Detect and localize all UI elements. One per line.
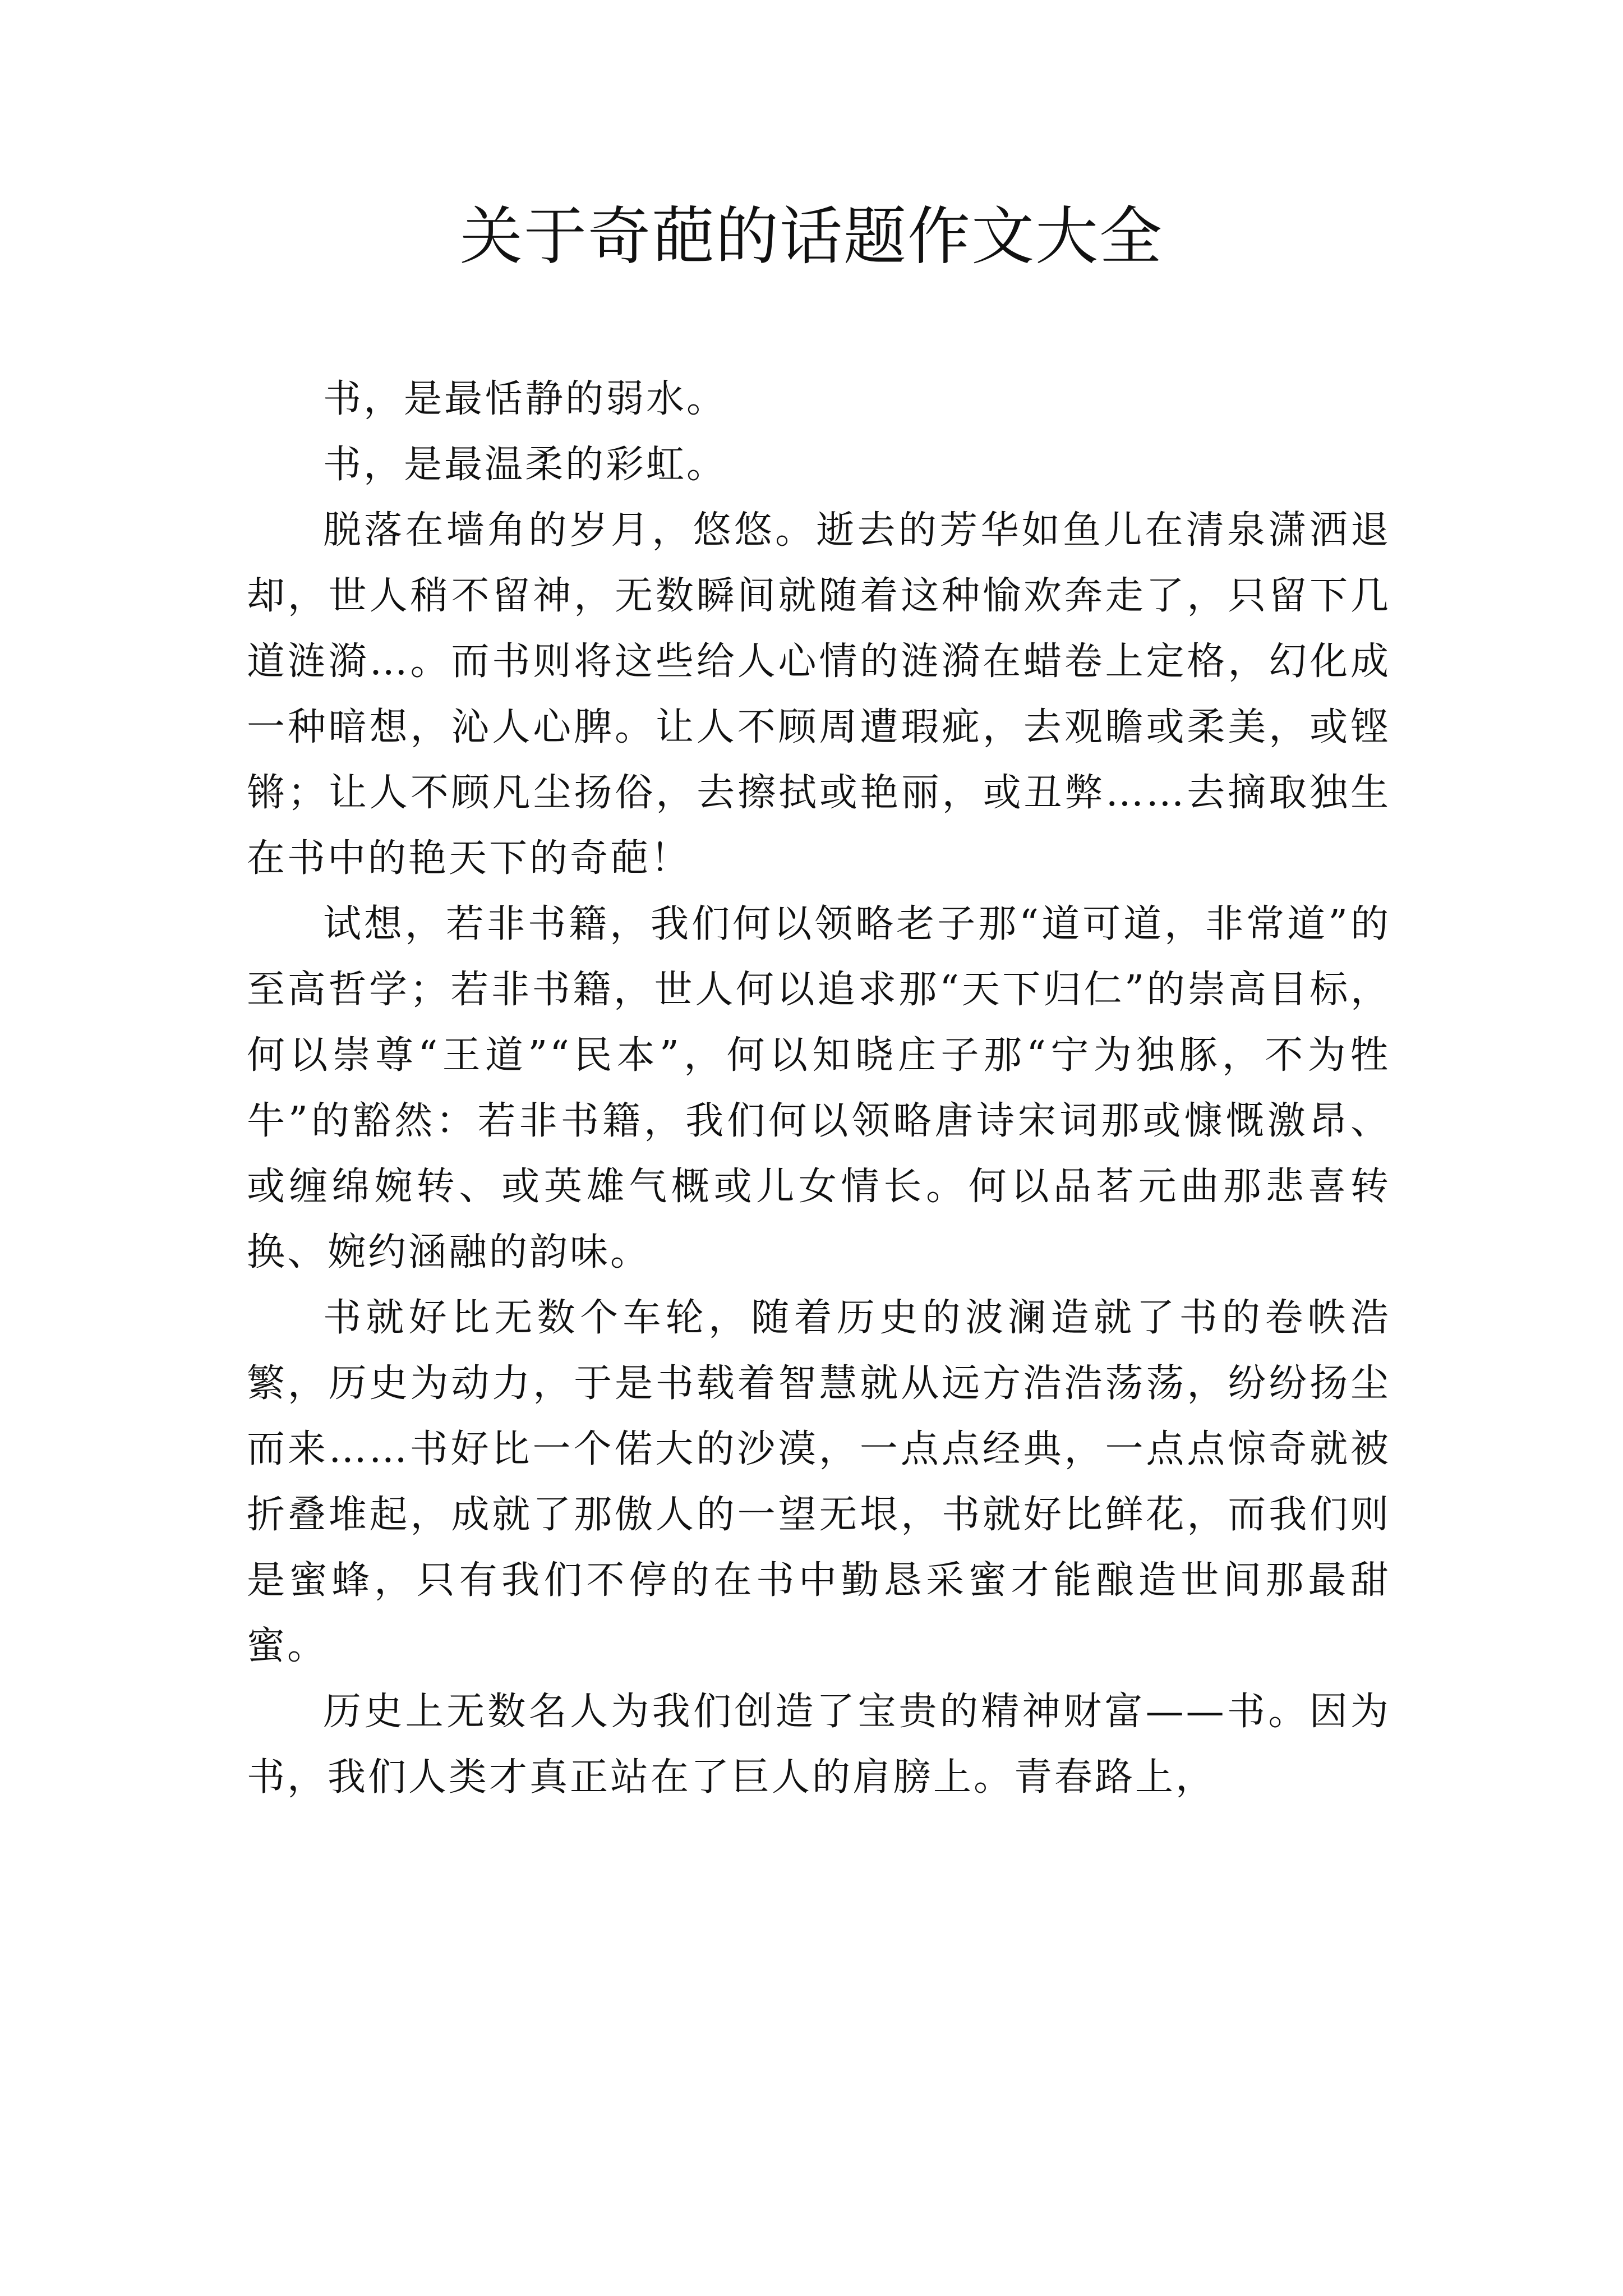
document-title: 关于奇葩的话题作文大全 [460, 200, 1163, 273]
paragraph: 历史上无数名人为我们创造了宝贵的精神财富——书。因为书，我们人类才真正站在了巨人的肩膀上。青春路上， [247, 1690, 1391, 1800]
paragraph: 书，是最恬静的弱水。 [323, 377, 727, 421]
paragraph: 书，是最温柔的彩虹。 [323, 443, 727, 487]
paragraph: 试想，若非书籍，我们何以领略老子那“道可道，非常道”的至高哲学；若非书籍，世人何以追求那“天下归仁”的崇高目标，何以崇尊“王道”“民本”，何以知晓庄子那“宁为独豚，不为牲牛”的豁然：若非书籍，我们何以领略唐诗宋词那或慷慨激昂、或缠绵婉转、或英雄气概或儿女情长。何以品茗元曲那悲喜转换、婉约涵融的韵味。 [247, 902, 1391, 1274]
document-body [247, 366, 1391, 1810]
paragraph: 书就好比无数个车轮，随着历史的波澜造就了书的卷帙浩繁，历史为动力，于是书载着智慧就从远方浩浩荡荡，纷纷扬尘而来……书好比一个偌大的沙漠，一点点经典，一点点惊奇就被折叠堆起，成就了那傲人的一望无垠，书就好比鲜花，而我们则是蜜蜂，只有我们不停的在书中勤恳采蜜才能酿造世间那最甜蜜。 [247, 1296, 1391, 1668]
paragraph: 脱落在墙角的岁月，悠悠。逝去的芳华如鱼儿在清泉潇洒退却，世人稍不留神，无数瞬间就随着这种愉欢奔走了，只留下几道涟漪…。而书则将这些给人心情的涟漪在蜡卷上定格，幻化成一种暗想，沁人心脾。让人不顾周遭瑕疵，去观瞻或柔美，或铿锵；让人不顾凡尘扬俗，去擦拭或艳丽，或丑弊……去摘取独生在书中的艳天下的奇葩！ [247, 508, 1391, 881]
